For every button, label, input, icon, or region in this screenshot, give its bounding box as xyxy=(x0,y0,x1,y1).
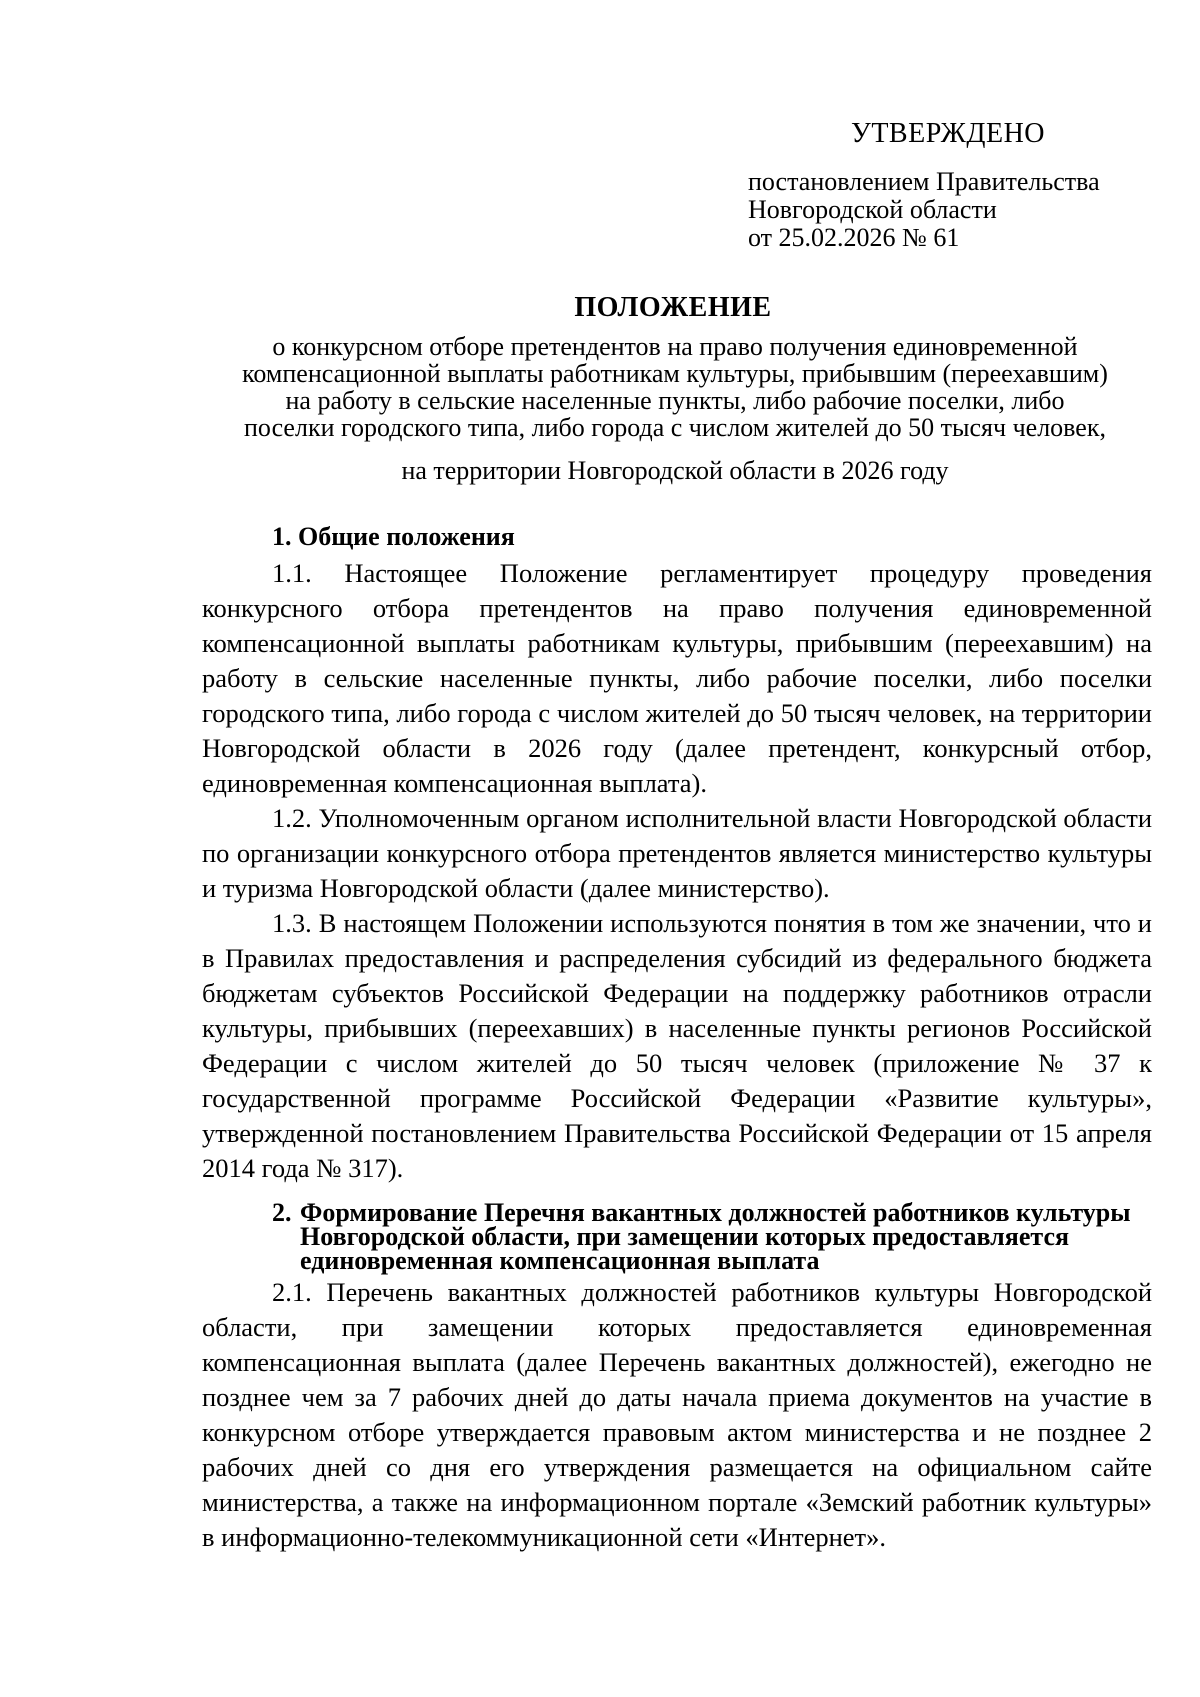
section-1-heading: 1. Общие положения xyxy=(272,522,515,551)
section-2-body xyxy=(202,1275,1152,1555)
section-2-heading-line: Формирование Перечня вакантных должностей работников культуры xyxy=(300,1198,1131,1227)
section-2-heading-line: единовременная компенсационная выплата xyxy=(300,1246,820,1275)
section-2-number: 2. xyxy=(272,1198,292,1227)
approval-title: УТВЕРЖДЕНО xyxy=(851,118,1046,149)
subtitle-line: на работу в сельские населенные пункты, либо рабочие поселки, либо xyxy=(285,386,1065,415)
approval-line: постановлением Правительства xyxy=(748,167,1100,196)
subtitle-line: поселки городского типа, либо города с числом жителей до 50 тысяч человек, xyxy=(244,413,1106,442)
document-title: ПОЛОЖЕНИЕ xyxy=(574,292,772,323)
approval-line: от 25.02.2026 № 61 xyxy=(748,223,960,252)
subtitle-line: о конкурсном отборе претендентов на право получения единовременной xyxy=(272,332,1078,361)
section-2-heading xyxy=(272,1198,1152,1275)
approval-stamp xyxy=(748,118,1168,252)
section-1-body xyxy=(202,556,1152,1186)
paragraph-1-2: 1.2. Уполномоченным органом исполнительной власти Новгородской области по организации конкурсного отбора претендентов является министерство культуры и туризма Новгородской области (далее министерство). xyxy=(202,803,1152,903)
paragraph-1-3: 1.3. В настоящем Положении используются понятия в том же значении, что и в Правилах предоставления и распределения субсидий из федерального бюджета бюджетам субъектов Российской Федерации на поддержку работников отрасли культуры, прибывших (переехавших) в населенные пункты регионов Российской Федерации с числом жителей до 50 тысяч человек (приложение № 37 к государственной программе Российской Федерации «Развитие культуры», утвержденной постановлением Правительства Российской Федерации от 15 апреля 2014 года № 317). xyxy=(202,908,1152,1183)
section-2-heading-line: Новгородской области, при замещении которых предоставляется xyxy=(300,1222,1070,1251)
subtitle-territory-line: на территории Новгородской области в 2026 году xyxy=(401,456,949,485)
approval-lines xyxy=(748,168,1168,252)
paragraph-1-1: 1.1. Настоящее Положение регламентирует процедуру проведения конкурсного отбора претендентов на право получения единовременной компенсационной выплаты работникам культуры, прибывшим (переехавшим) на работу в сельские населенные пункты, либо рабочие поселки, либо поселки городского типа, либо города с числом жителей до 50 тысяч человек, на территории Новгородской области в 2026 году (далее претендент, конкурсный отбор, единовременная компенсационная выплата). xyxy=(202,558,1152,798)
document-subtitle xyxy=(200,333,1150,441)
approval-line: Новгородской области xyxy=(748,195,997,224)
subtitle-line: компенсационной выплаты работникам культуры, прибывшим (переехавшим) xyxy=(242,359,1108,388)
paragraph-2-1: 2.1. Перечень вакантных должностей работников культуры Новгородской области, при замещении которых предоставляется единовременная компенсационная выплата (далее Перечень вакантных должностей), ежегодно не позднее чем за 7 рабочих дней до даты начала приема документов на участие в конкурсном отборе утверждается правовым актом министерства и не позднее 2 рабочих дней со дня его утверждения размещается на официальном сайте министерства, а также на информационном портале «Земский работник культуры» в информационно-телекоммуникационной сети «Интернет». xyxy=(202,1277,1152,1552)
